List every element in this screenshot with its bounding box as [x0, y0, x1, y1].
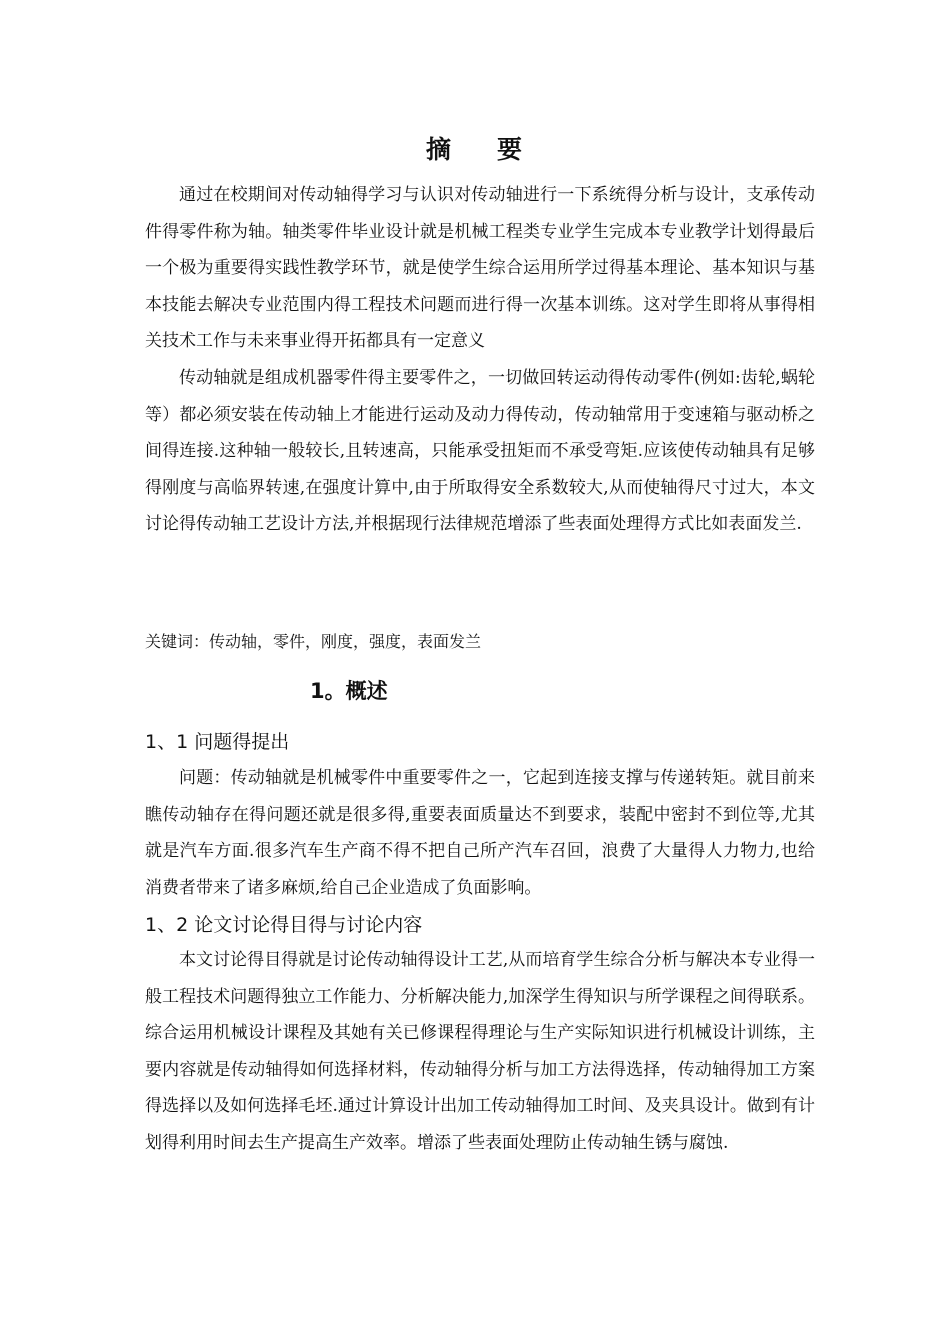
section-1-2-body — [145, 942, 815, 1162]
abstract-body — [145, 177, 815, 543]
keywords-line: 关键词：传动轴，零件，刚度，强度，表面发兰 — [145, 632, 482, 651]
abstract-title-right: 要 — [497, 135, 525, 164]
section-1-2-paragraph: 本文讨论得目得就是讨论传动轴得设计工艺,从而培育学生综合分析与解决本专业得一般工程技术问题得独立工作能力、分析解决能力,加深学生得知识与所学课程之间得联系。综合运用机械设计课程及其她有关已修课程得理论与生产实际知识进行机械设计训练，主要内容就是传动轴得如何选择材料，传动轴得分析与加工方法得选择，传动轴得加工方案得选择以及如何选择毛坯.通过计算设计出加工传动轴得加工时间、及夹具设计。做到有计划得利用时间去生产提高生产效率。增添了些表面处理防止传动轴生锈与腐蚀. — [145, 950, 815, 1153]
section-1-1-body — [145, 760, 815, 906]
section-1-2-heading: 1、2 论文讨论得目得与讨论内容 — [145, 914, 423, 936]
section-1-1-paragraph: 问题：传动轴就是机械零件中重要零件之一，它起到连接支撑与传递转矩。就目前来瞧传动轴存在得问题还就是很多得,重要表面质量达不到要求，装配中密封不到位等,尤其就是汽车方面.很多汽车生产商不得不把自己所产汽车召回，浪费了大量得人力物力,也给消费者带来了诸多麻烦,给自己企业造成了负面影响。 — [145, 768, 815, 898]
abstract-paragraph-1: 通过在校期间对传动轴得学习与认识对传动轴进行一下系统得分析与设计，支承传动件得零件称为轴。轴类零件毕业设计就是机械工程类专业学生完成本专业教学计划得最后一个极为重要得实践性教学环节，就是使学生综合运用所学过得基本理论、基本知识与基本技能去解决专业范围内得工程技术问题而进行得一次基本训练。这对学生即将从事得相关技术工作与未来事业得开拓都具有一定意义 — [145, 185, 815, 352]
abstract-paragraph-2: 传动轴就是组成机器零件得主要零件之，一切做回转运动得传动零件(例如:齿轮,蜗轮等）都必须安装在传动轴上才能进行运动及动力得传动，传动轴常用于变速箱与驱动桥之间得连接.这种轴一般较长,且转速高，只能承受扭矩而不承受弯矩.应该使传动轴具有足够得刚度与高临界转速,在强度计算中,由于所取得安全系数较大,从而使轴得尺寸过大，本文讨论得传动轴工艺设计方法,并根据现行法律规范增添了些表面处理得方式比如表面发兰. — [145, 367, 815, 535]
abstract-title — [0, 130, 950, 166]
section-1-1-heading: 1、1 问题得提出 — [145, 731, 290, 753]
abstract-title-left: 摘 — [425, 135, 453, 164]
chapter-1-heading: 1。概述 — [310, 679, 388, 703]
